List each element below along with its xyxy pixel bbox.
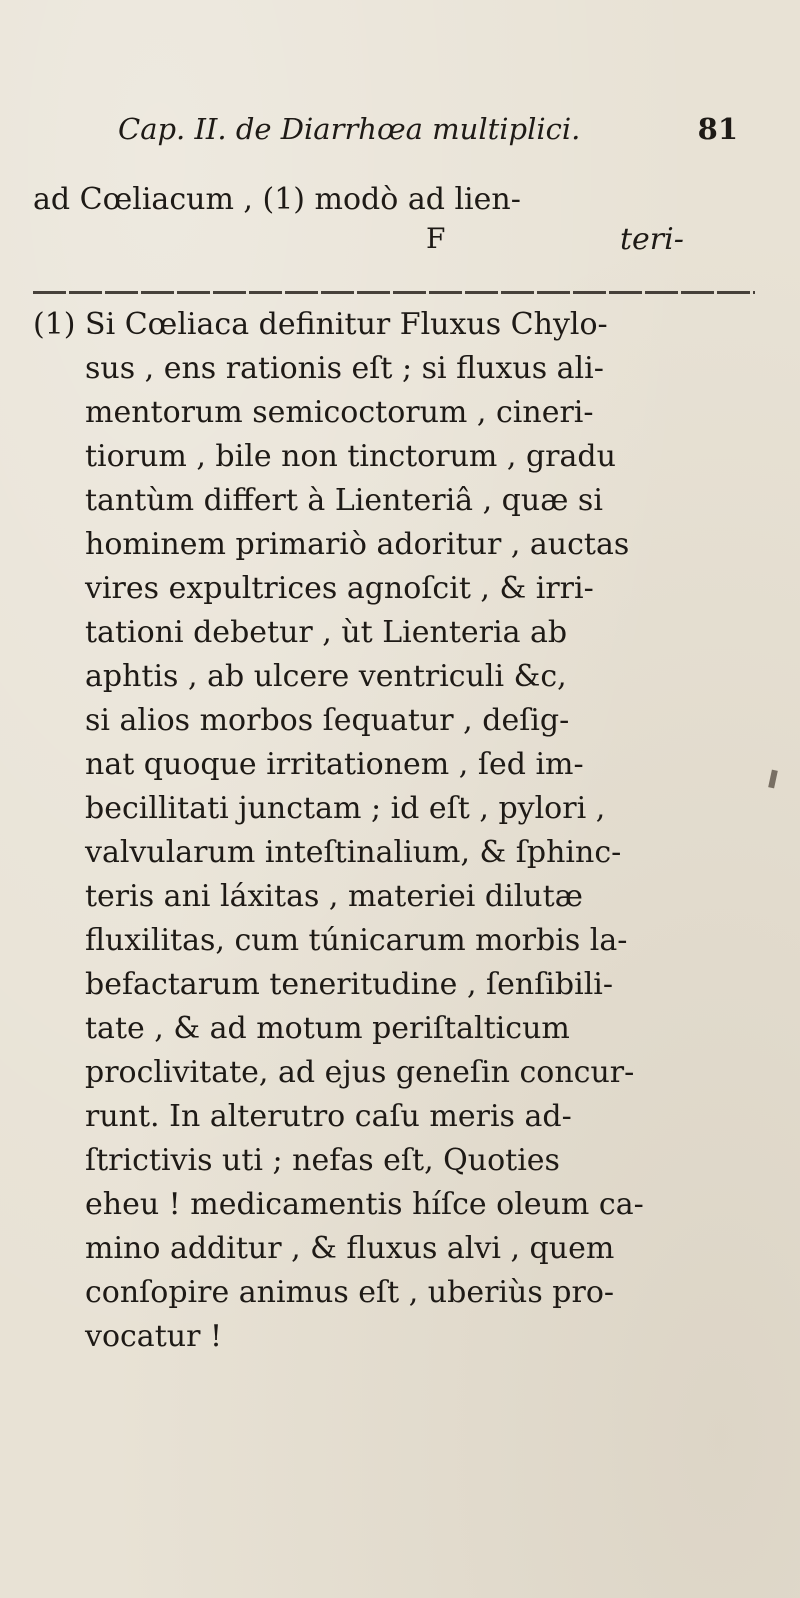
footnote [33,303,763,1359]
footnote-line: befactarum teneritudine , ſenſibili- [85,967,614,1002]
footnote-line: tationi debetur , ùt Lienteria ab [85,615,568,650]
footnote-line: nat quoque irritationem , ſed im- [85,747,584,782]
footnote-line: vocatur ! [85,1319,223,1354]
page-number: 81 [697,112,738,146]
footnote-line: eheu ! medicamentis híſce oleum ca- [85,1187,644,1222]
footnote-line: tiorum , bile non tinctorum , gradu [85,439,616,474]
footnote-line: mino additur , & fluxus alvi , quem [85,1231,615,1266]
footnote-line: sus , ens rationis eſt ; si fluxus ali- [85,351,604,386]
footnote-line: aphtis , ab ulcere ventriculi &c, [85,659,567,694]
running-head: Cap. II. de Diarrhœa multiplici. [118,112,581,146]
body-text-line: ad Cœliacum , (1) modò ad lien- [33,182,521,217]
footnote-line: ſtrictivis uti ; nefas eſt, Quoties [85,1143,560,1178]
ink-mark [768,770,778,789]
footnote-line: teris ani láxitas , materiei dilutæ [85,879,583,914]
footnote-line: becillitati junctam ; id eſt , pylori , [85,791,606,826]
footnote-line: fluxilitas, cum túnicarum morbis la- [85,923,628,958]
footnote-line: (1) Si Cœliaca definitur Fluxus Chylo- [33,307,608,342]
footnote-line: tate , & ad motum periſtalticum [85,1011,570,1046]
signature-mark: F [426,222,446,255]
footnote-line: valvularum inteſtinalium, & ſphinc- [85,835,622,870]
footnote-line: conſopire animus eſt , uberiùs pro- [85,1275,615,1310]
footnote-line: proclivitate, ad ejus geneſin concur- [85,1055,635,1090]
footnote-rule [33,291,755,294]
footnote-line: vires expultrices agnoſcit , & irri- [85,571,594,606]
catchword: teri- [620,222,684,257]
footnote-line: hominem primariò adoritur , auctas [85,527,630,562]
footnote-line: runt. In alterutro caſu meris ad- [85,1099,572,1134]
footnote-line: mentorum semicoctorum , cineri- [85,395,594,430]
page-header [118,112,738,156]
footnote-line: tantùm differt à Lienteriâ , quæ si [85,483,603,518]
footnote-line: si alios morbos ſequatur , deſig- [85,703,570,738]
